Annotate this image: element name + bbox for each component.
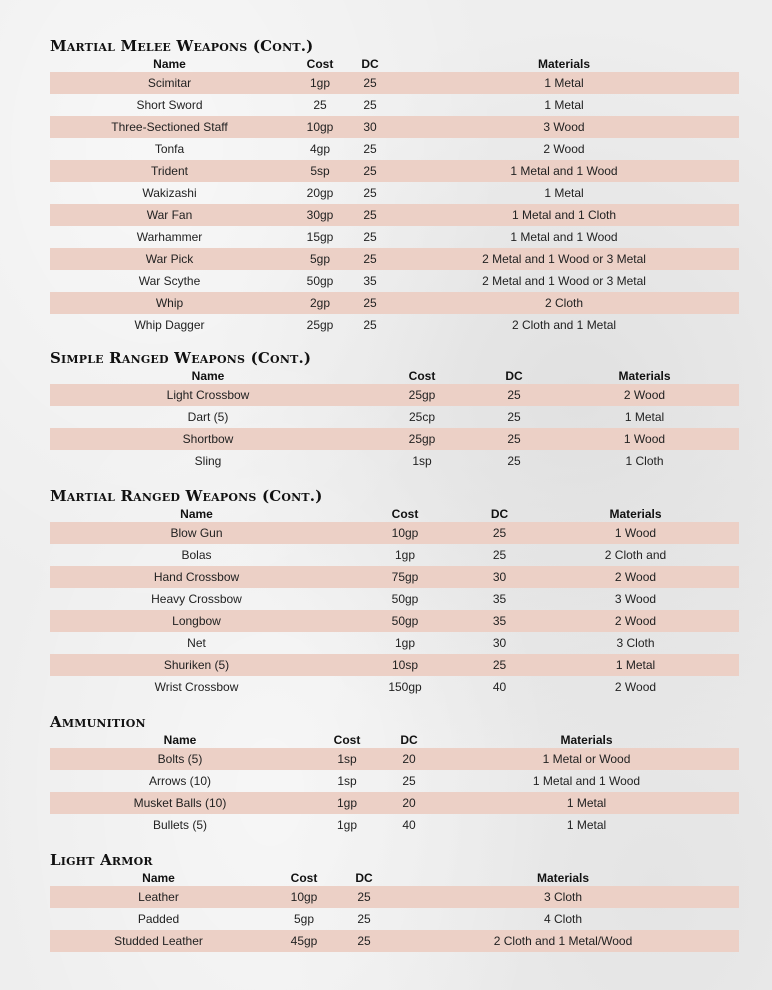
item-dc-cell: 25 bbox=[507, 410, 521, 424]
item-dc-cell: 25 bbox=[351, 160, 389, 182]
item-materials-cell: 1 Metal or Wood bbox=[434, 748, 739, 770]
item-materials-cell: 4 Cloth bbox=[543, 912, 583, 926]
item-name-cell: Musket Balls (10) bbox=[50, 792, 310, 814]
table-row bbox=[50, 748, 739, 770]
item-materials-cell: 1 Metal bbox=[544, 186, 584, 200]
item-cost-cell: 10gp bbox=[343, 522, 467, 544]
item-materials-cell: 1 Metal and 1 Wood bbox=[389, 160, 739, 182]
item-cost-cell: 50gp bbox=[306, 274, 334, 288]
item-name-cell: Heavy Crossbow bbox=[151, 592, 242, 606]
item-materials-cell: 1 Metal bbox=[566, 818, 607, 832]
item-cost-cell: 50gp bbox=[391, 592, 419, 606]
table-row bbox=[50, 138, 739, 160]
column-header-name: Name bbox=[180, 507, 213, 521]
ammunition-table bbox=[50, 732, 739, 836]
table-row bbox=[50, 676, 739, 698]
item-name-cell: Hand Crossbow bbox=[50, 566, 343, 588]
column-header-cost: Cost bbox=[290, 871, 318, 885]
item-materials-cell: 3 Cloth bbox=[616, 636, 655, 650]
column-header-cost: Cost bbox=[408, 369, 436, 383]
item-materials-cell: 1 Metal bbox=[624, 410, 665, 424]
item-name-cell: Warhammer bbox=[136, 230, 203, 244]
header-row bbox=[50, 732, 739, 748]
item-dc-cell: 25 bbox=[363, 186, 377, 200]
column-header-materials: Materials bbox=[609, 507, 662, 521]
item-dc-cell: 25 bbox=[357, 912, 371, 926]
table-row bbox=[50, 94, 739, 116]
item-dc-cell: 20 bbox=[384, 792, 434, 814]
header-row bbox=[50, 56, 739, 72]
item-name-cell: Bolas bbox=[181, 548, 212, 562]
section-title: Light Armor bbox=[50, 851, 153, 869]
item-dc-cell: 30 bbox=[492, 636, 507, 650]
table-row bbox=[50, 384, 739, 406]
item-dc-cell: 25 bbox=[351, 292, 389, 314]
column-header-materials: Materials bbox=[618, 369, 671, 383]
item-dc-cell: 40 bbox=[402, 818, 416, 832]
item-materials-cell: 2 Wood bbox=[614, 680, 657, 694]
martial-ranged-table bbox=[50, 506, 739, 698]
item-dc-cell: 25 bbox=[363, 142, 377, 156]
item-name-cell: Whip bbox=[50, 292, 289, 314]
item-cost-cell: 25cp bbox=[408, 410, 436, 424]
header-row bbox=[50, 870, 739, 886]
item-cost-cell: 1sp bbox=[310, 748, 384, 770]
item-cost-cell: 50gp bbox=[343, 610, 467, 632]
column-header-dc: DC bbox=[505, 369, 523, 383]
item-name-cell: War Fan bbox=[50, 204, 289, 226]
item-dc-cell: 25 bbox=[351, 248, 389, 270]
item-cost-cell: 25gp bbox=[366, 384, 478, 406]
item-name-cell: Wrist Crossbow bbox=[154, 680, 239, 694]
item-name-cell: Scimitar bbox=[50, 72, 289, 94]
item-name-cell: Arrows (10) bbox=[148, 774, 211, 788]
item-cost-cell: 1gp bbox=[394, 636, 416, 650]
item-cost-cell: 1sp bbox=[337, 774, 357, 788]
item-dc-cell: 35 bbox=[492, 592, 507, 606]
item-dc-cell: 25 bbox=[351, 72, 389, 94]
item-materials-cell: 1 Metal bbox=[434, 792, 739, 814]
item-cost-cell: 1gp bbox=[310, 792, 384, 814]
item-dc-cell: 25 bbox=[478, 384, 550, 406]
item-name-cell: Wakizashi bbox=[142, 186, 197, 200]
item-cost-cell: 10gp bbox=[267, 886, 341, 908]
item-name-cell: Bullets (5) bbox=[152, 818, 208, 832]
table-row bbox=[50, 814, 739, 836]
item-name-cell: Short Sword bbox=[136, 98, 203, 112]
item-materials-cell: 2 Wood bbox=[550, 384, 739, 406]
table-row bbox=[50, 654, 739, 676]
item-name-cell: Shuriken (5) bbox=[50, 654, 343, 676]
item-dc-cell: 25 bbox=[492, 548, 507, 562]
item-cost-cell: 25 bbox=[313, 98, 327, 112]
table-row bbox=[50, 522, 739, 544]
item-materials-cell: 1 Cloth bbox=[625, 454, 664, 468]
item-name-cell: Longbow bbox=[50, 610, 343, 632]
table-row bbox=[50, 544, 739, 566]
item-name-cell: Leather bbox=[50, 886, 267, 908]
table-row bbox=[50, 226, 739, 248]
item-materials-cell: 1 Metal bbox=[532, 654, 739, 676]
item-dc-cell: 40 bbox=[492, 680, 507, 694]
section-title: Ammunition bbox=[50, 713, 146, 731]
item-dc-cell: 35 bbox=[363, 274, 377, 288]
table-row bbox=[50, 270, 739, 292]
item-cost-cell: 25gp bbox=[306, 318, 334, 332]
item-materials-cell: 1 Metal bbox=[544, 98, 584, 112]
item-dc-cell: 25 bbox=[363, 318, 377, 332]
item-name-cell: War Pick bbox=[50, 248, 289, 270]
martial-melee-section bbox=[50, 36, 739, 336]
column-header-name: Name bbox=[191, 369, 225, 383]
column-header-materials: Materials bbox=[560, 733, 613, 747]
table-row bbox=[50, 248, 739, 270]
item-materials-cell: 1 Wood bbox=[532, 522, 739, 544]
light-armor-section bbox=[50, 850, 739, 952]
item-name-cell: Studded Leather bbox=[50, 930, 267, 952]
table-row bbox=[50, 792, 739, 814]
item-materials-cell: 2 Metal and 1 Wood or 3 Metal bbox=[389, 248, 739, 270]
table-row bbox=[50, 182, 739, 204]
table-row bbox=[50, 160, 739, 182]
item-name-cell: Light Crossbow bbox=[50, 384, 366, 406]
column-header-dc: DC bbox=[355, 871, 373, 885]
column-header-dc: DC bbox=[361, 57, 379, 71]
item-materials-cell: 1 Metal bbox=[389, 72, 739, 94]
table-row bbox=[50, 610, 739, 632]
simple-ranged-table bbox=[50, 368, 739, 472]
header-row bbox=[50, 368, 739, 384]
item-name-cell: Bolts (5) bbox=[50, 748, 310, 770]
simple-ranged-section bbox=[50, 348, 739, 472]
table-row bbox=[50, 632, 739, 654]
column-header-materials: Materials bbox=[537, 57, 591, 71]
ammunition-section bbox=[50, 712, 739, 836]
item-materials-cell: 2 Cloth bbox=[389, 292, 739, 314]
column-header-cost: Cost bbox=[333, 733, 361, 747]
item-materials-cell: 1 Wood bbox=[550, 428, 739, 450]
column-header-cost: Cost bbox=[391, 507, 419, 521]
martial-melee-table bbox=[50, 56, 739, 336]
item-dc-cell: 25 bbox=[341, 930, 387, 952]
item-dc-cell: 20 bbox=[384, 748, 434, 770]
item-materials-cell: 3 Wood bbox=[614, 592, 657, 606]
item-dc-cell: 25 bbox=[363, 230, 377, 244]
table-row bbox=[50, 450, 739, 472]
item-name-cell: Dart (5) bbox=[187, 410, 229, 424]
item-materials-cell: 2 Wood bbox=[543, 142, 585, 156]
table-row bbox=[50, 930, 739, 952]
table-row bbox=[50, 406, 739, 428]
item-cost-cell: 4gp bbox=[309, 142, 331, 156]
item-name-cell: Tonfa bbox=[154, 142, 185, 156]
table-row bbox=[50, 428, 739, 450]
martial-ranged-section bbox=[50, 486, 739, 698]
item-materials-cell: 2 Wood bbox=[532, 566, 739, 588]
item-name-cell: Shortbow bbox=[50, 428, 366, 450]
item-cost-cell: 30gp bbox=[289, 204, 351, 226]
item-materials-cell: 3 Wood bbox=[389, 116, 739, 138]
item-dc-cell: 25 bbox=[467, 522, 532, 544]
table-row bbox=[50, 116, 739, 138]
item-name-cell: Three-Sectioned Staff bbox=[50, 116, 289, 138]
column-header-name: Name bbox=[153, 57, 186, 71]
item-cost-cell: 15gp bbox=[306, 230, 334, 244]
item-materials-cell: 1 Metal and 1 Wood bbox=[532, 774, 641, 788]
table-row bbox=[50, 908, 739, 930]
item-name-cell: Blow Gun bbox=[50, 522, 343, 544]
item-name-cell: Padded bbox=[137, 912, 180, 926]
item-materials-cell: 3 Cloth bbox=[387, 886, 739, 908]
header-row bbox=[50, 506, 739, 522]
item-dc-cell: 35 bbox=[467, 610, 532, 632]
item-materials-cell: 1 Metal and 1 Wood bbox=[510, 230, 618, 244]
item-materials-cell: 2 Cloth and bbox=[604, 548, 667, 562]
item-dc-cell: 30 bbox=[351, 116, 389, 138]
item-cost-cell: 10gp bbox=[289, 116, 351, 138]
table-row bbox=[50, 314, 739, 336]
item-name-cell: Sling bbox=[194, 454, 222, 468]
item-cost-cell: 20gp bbox=[306, 186, 334, 200]
column-header-cost: Cost bbox=[306, 57, 334, 71]
table-row bbox=[50, 886, 739, 908]
item-name-cell: Trident bbox=[50, 160, 289, 182]
column-header-name: Name bbox=[142, 871, 175, 885]
column-header-dc: DC bbox=[490, 507, 509, 521]
item-cost-cell: 5gp bbox=[293, 912, 315, 926]
column-header-materials: Materials bbox=[536, 871, 590, 885]
table-row bbox=[50, 588, 739, 610]
item-materials-cell: 1 Metal and 1 Cloth bbox=[389, 204, 739, 226]
item-materials-cell: 2 Cloth and 1 Metal bbox=[511, 318, 617, 332]
table-row bbox=[50, 770, 739, 792]
item-dc-cell: 30 bbox=[467, 566, 532, 588]
light-armor-table bbox=[50, 870, 739, 952]
column-header-name: Name bbox=[163, 733, 197, 747]
section-title: Martial Melee Weapons (Cont.) bbox=[50, 37, 314, 55]
item-dc-cell: 25 bbox=[478, 428, 550, 450]
item-dc-cell: 25 bbox=[507, 454, 521, 468]
section-title: Martial Ranged Weapons (Cont.) bbox=[50, 487, 323, 505]
table-row bbox=[50, 204, 739, 226]
item-cost-cell: 25gp bbox=[366, 428, 478, 450]
item-cost-cell: 1sp bbox=[412, 454, 432, 468]
item-name-cell: War Scythe bbox=[138, 274, 201, 288]
section-title: Simple Ranged Weapons (Cont.) bbox=[50, 349, 312, 367]
item-cost-cell: 1gp bbox=[336, 818, 358, 832]
item-name-cell: Net bbox=[187, 636, 206, 650]
item-materials-cell: 2 Cloth and 1 Metal/Wood bbox=[387, 930, 739, 952]
item-dc-cell: 25 bbox=[351, 204, 389, 226]
item-cost-cell: 5sp bbox=[289, 160, 351, 182]
item-name-cell: Whip Dagger bbox=[134, 318, 205, 332]
item-cost-cell: 2gp bbox=[289, 292, 351, 314]
table-row bbox=[50, 566, 739, 588]
item-materials-cell: 2 Metal and 1 Wood or 3 Metal bbox=[482, 274, 646, 288]
item-cost-cell: 150gp bbox=[388, 680, 422, 694]
item-cost-cell: 5gp bbox=[289, 248, 351, 270]
table-row bbox=[50, 72, 739, 94]
item-dc-cell: 25 bbox=[341, 886, 387, 908]
table-row bbox=[50, 292, 739, 314]
item-dc-cell: 25 bbox=[402, 774, 416, 788]
item-cost-cell: 75gp bbox=[343, 566, 467, 588]
column-header-dc: DC bbox=[400, 733, 418, 747]
item-cost-cell: 1gp bbox=[394, 548, 416, 562]
item-cost-cell: 1gp bbox=[289, 72, 351, 94]
item-cost-cell: 45gp bbox=[267, 930, 341, 952]
item-dc-cell: 25 bbox=[467, 654, 532, 676]
item-materials-cell: 2 Wood bbox=[532, 610, 739, 632]
item-cost-cell: 10sp bbox=[343, 654, 467, 676]
item-dc-cell: 25 bbox=[363, 98, 377, 112]
